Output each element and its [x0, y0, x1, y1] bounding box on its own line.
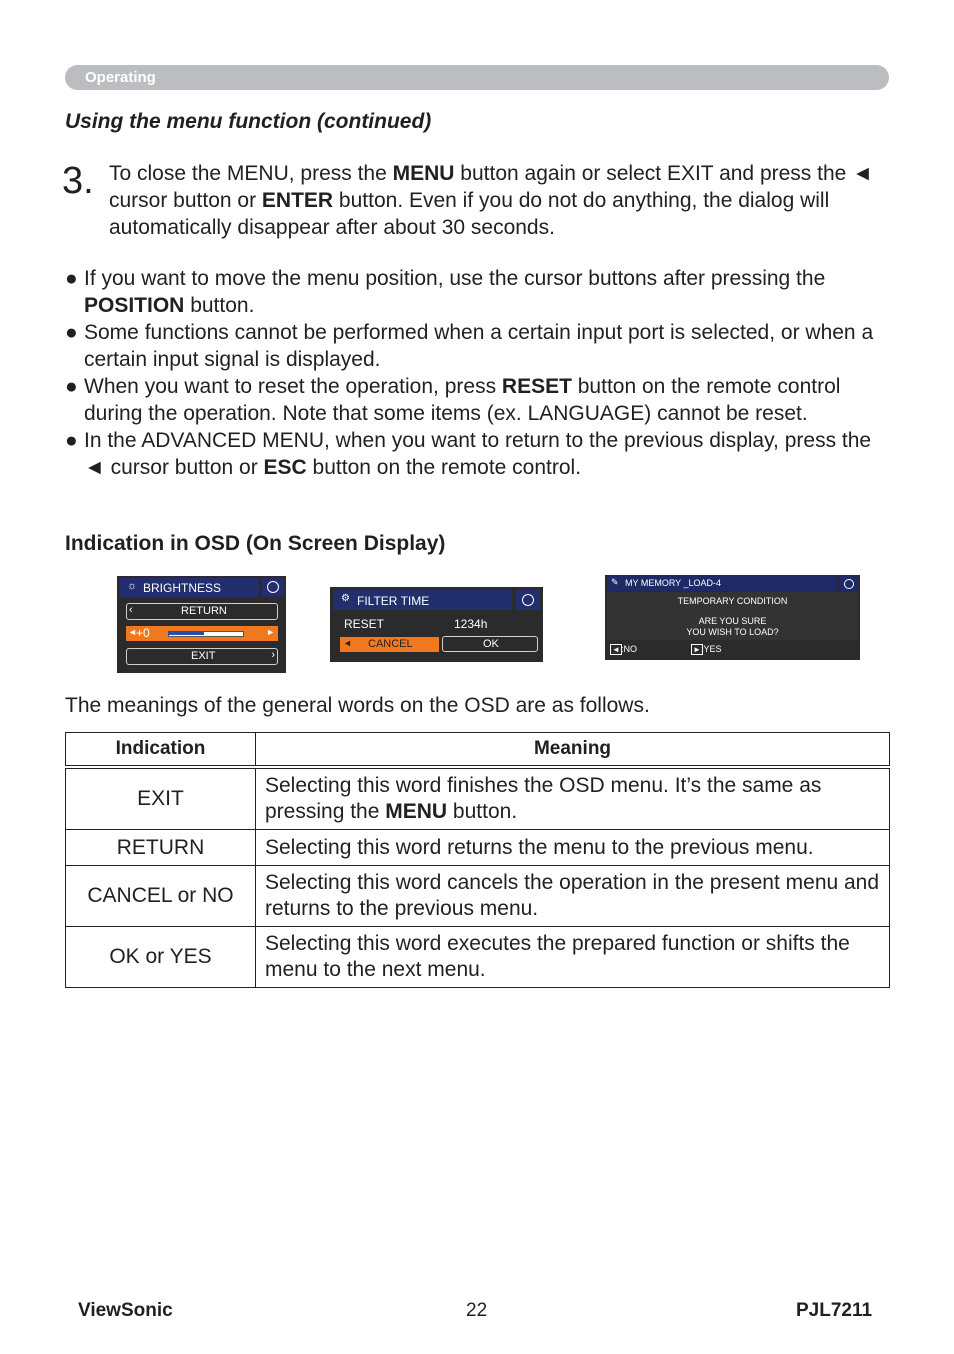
osd-message-line: TEMPORARY CONDITION — [677, 596, 788, 606]
step-number: 3. — [62, 160, 94, 202]
osd-title: MY MEMORY _LOAD-4 — [625, 578, 722, 588]
osd-exit-button[interactable] — [126, 648, 278, 665]
osd-title-bar — [333, 590, 512, 610]
osd-no-option[interactable]: :NO — [621, 644, 638, 654]
meaning-text: button. — [447, 800, 518, 823]
step-text-part: To close the MENU, press the — [109, 162, 393, 185]
meaning-cell — [256, 767, 890, 830]
table-row — [66, 866, 890, 927]
arrow-right-icon: ► — [693, 645, 701, 654]
meanings-table — [65, 732, 890, 988]
list-item — [65, 373, 895, 427]
sun-icon: ☼ — [127, 580, 138, 592]
meaning-cell: Selecting this word returns the menu to the previous menu. — [256, 830, 890, 866]
osd-filter-time-screenshot — [330, 587, 543, 662]
page-subtitle: Using the menu function (continued) — [65, 110, 432, 133]
bullet-text: button on the remote control during the operation. Note that some items (ex. LANGUAGE) cannot be reset. — [84, 375, 841, 425]
table-row — [66, 767, 890, 830]
arrow-left-icon: ◄ — [612, 645, 620, 654]
arrow-right-icon: ► — [266, 627, 275, 637]
osd-return-button[interactable] — [126, 603, 278, 620]
osd-slider-row[interactable] — [126, 626, 278, 641]
osd-yes-option[interactable]: :YES — [701, 644, 722, 654]
osd-close-box — [516, 590, 540, 610]
osd-message-area — [607, 592, 858, 640]
osd-reset-label: RESET — [344, 617, 385, 631]
osd-brightness-screenshot — [117, 576, 286, 673]
bullet-text: button on the remote control. — [306, 456, 582, 479]
bullet-list — [65, 265, 895, 481]
osd-cancel-button[interactable] — [340, 637, 439, 652]
osd-slider-value: +0 — [136, 626, 150, 640]
indication-cell: RETURN — [66, 830, 256, 866]
arrow-left-icon: ◄ — [343, 638, 352, 648]
osd-my-memory-screenshot — [605, 575, 860, 660]
osd-title-bar — [607, 576, 837, 591]
column-header-indication: Indication — [66, 733, 256, 768]
column-header-meaning: Meaning — [256, 733, 890, 768]
step-text-part: button again or select EXIT and press the ◄ cursor button or — [109, 162, 873, 212]
close-icon — [522, 594, 534, 606]
osd-description: The meanings of the general words on the OSD are as follows. — [65, 694, 650, 717]
osd-message-line: ARE YOU SURE — [698, 616, 767, 626]
list-item — [65, 265, 895, 319]
close-icon — [844, 579, 854, 589]
osd-message-line: YOU WISH TO LOAD? — [686, 627, 779, 637]
list-item — [65, 427, 895, 481]
arrow-left-icon: ◄ — [128, 627, 137, 637]
table-row — [66, 927, 890, 988]
osd-ok-button[interactable] — [442, 636, 538, 652]
list-item — [65, 319, 895, 373]
bullet-dot: ● — [65, 267, 78, 290]
table-header-row — [66, 733, 890, 768]
close-icon — [267, 581, 279, 593]
bullet-dot: ● — [65, 375, 78, 398]
step-text-part: button. Even if you do not do anything, the dialog will automatically disappear after about 30 seconds. — [109, 189, 830, 239]
meaning-bold: MENU — [385, 800, 448, 823]
footer-brand: ViewSonic — [78, 1300, 173, 1321]
osd-exit-label: EXIT — [191, 650, 216, 662]
osd-heading: Indication in OSD (On Screen Display) — [65, 532, 446, 555]
bullet-text: button. — [184, 294, 255, 317]
chevron-right-icon: › — [271, 649, 275, 661]
bullet-bold: POSITION — [84, 294, 185, 317]
osd-title-bar — [119, 578, 259, 597]
bullet-text: When you want to reset the operation, press — [84, 375, 502, 398]
meaning-text: Selecting this word finishes the OSD menu. It’s the same as pressing the — [265, 774, 822, 823]
filter-icon: ⚙ — [341, 593, 350, 604]
osd-title: FILTER TIME — [357, 594, 430, 608]
chevron-left-icon: ‹ — [129, 604, 133, 616]
meaning-cell: Selecting this word executes the prepared function or shifts the menu to the next menu. — [256, 927, 890, 988]
step-text-bold: ENTER — [261, 189, 334, 212]
bullet-bold: RESET — [501, 375, 572, 398]
osd-cancel-label: CANCEL — [368, 638, 413, 650]
bullet-text: If you want to move the menu position, use the cursor buttons after pressing the — [84, 267, 826, 290]
section-header-bar — [65, 65, 889, 90]
section-label: Operating — [85, 69, 156, 86]
footer-model: PJL7211 — [796, 1300, 873, 1321]
osd-ok-label: OK — [483, 638, 499, 650]
osd-close-box — [262, 578, 284, 597]
step-text-bold: MENU — [392, 162, 455, 185]
indication-cell: EXIT — [66, 767, 256, 830]
indication-cell: CANCEL or NO — [66, 866, 256, 927]
osd-close-box — [840, 576, 858, 591]
table-row — [66, 830, 890, 866]
osd-hours-value: 1234h — [454, 617, 488, 631]
memory-icon: ✎ — [611, 577, 619, 587]
osd-return-label: RETURN — [181, 605, 227, 617]
bullet-dot: ● — [65, 321, 78, 344]
meaning-cell: Selecting this word cancels the operation in the present menu and returns to the previous menu. — [256, 866, 890, 927]
indication-cell: OK or YES — [66, 927, 256, 988]
bullet-dot: ● — [65, 429, 78, 452]
footer-page-number: 22 — [466, 1300, 488, 1321]
bullet-text: Some functions cannot be performed when a certain input port is selected, or when a certain input signal is displayed. — [84, 321, 874, 371]
osd-slider-fill — [168, 631, 204, 635]
osd-title: BRIGHTNESS — [143, 581, 222, 595]
step-text — [109, 160, 889, 241]
bullet-text: In the ADVANCED MENU, when you want to return to the previous display, press the ◄ cursor button or — [84, 429, 872, 479]
bullet-bold: ESC — [263, 456, 307, 479]
